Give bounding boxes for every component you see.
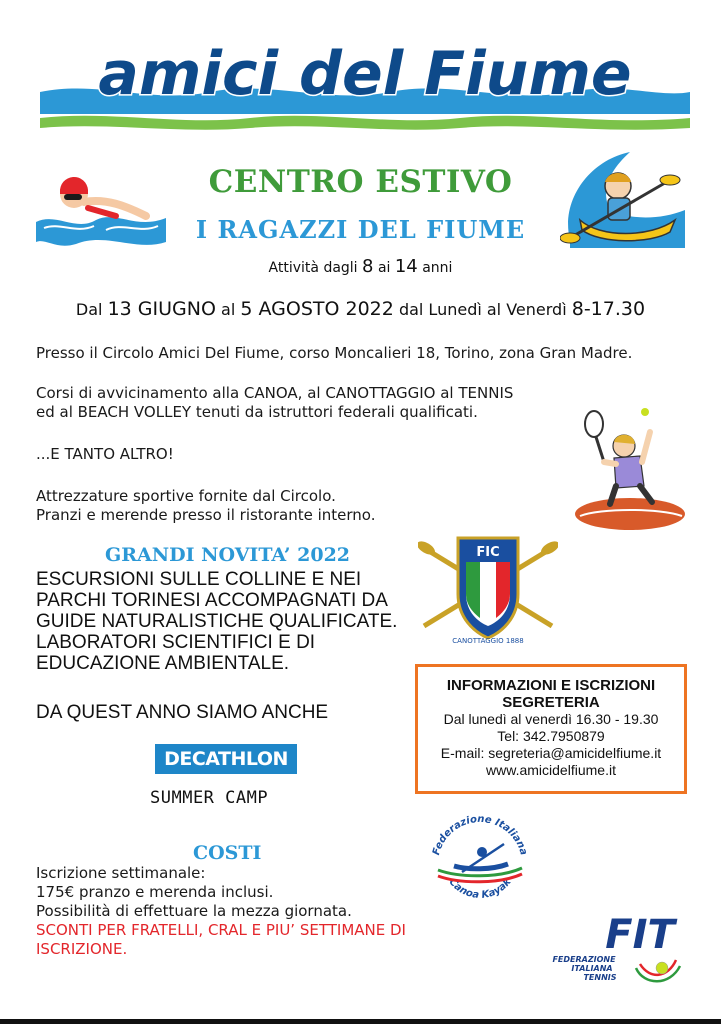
summer-camp-text: SUMMER CAMP (150, 788, 269, 808)
decathlon-logo: DECATHLON (155, 744, 297, 774)
svg-text:FIC: FIC (476, 545, 500, 560)
svg-text:TENNIS: TENNIS (583, 973, 617, 982)
amici-del-fiume-logo (40, 36, 690, 134)
costi-body: Iscrizione settimanale: 175€ pranzo e merenda inclusi. Possibilità di effettuare la mezza giornata. SCONTI PER FRATELLI, CRAL E PIU’ SETTIMANE DI ISCRIZIONE. (36, 864, 406, 958)
bottom-border (0, 1019, 721, 1024)
fic-logo (418, 534, 558, 646)
svg-text:Federazione Italiana: Federazione Italiana (431, 813, 529, 857)
equipment-text: Attrezzature sportive fornite dal Circolo. Pranzi e merende presso il ristorante interno. (36, 487, 376, 524)
canoa-kayak-logo (424, 812, 536, 912)
courses-text: Corsi di avvicinamento alla CANOA, al CANOTTAGGIO al TENNIS ed al BEACH VOLLEY tenuti da istruttori federali qualificati. (36, 384, 514, 421)
info-hours: Dal lunedì al venerdì 16.30 - 19.30 (443, 711, 659, 727)
svg-text:FIT: FIT (605, 912, 675, 958)
more-text: ...E TANTO ALTRO! (36, 445, 174, 463)
svg-text:ITALIANA: ITALIANA (571, 964, 613, 973)
novita-title: GRANDI NOVITA’ 2022 (105, 544, 351, 566)
novita-body: ESCURSIONI SULLE COLLINE E NEI PARCHI TORINESI ACCOMPAGNATI DA GUIDE NATURALISTICHE QUALIFICATE. LABORATORI SCIENTIFICI E DI EDUCAZIONE AMBIENTALE. (36, 569, 398, 674)
location-text: Presso il Circolo Amici Del Fiume, corso Moncalieri 18, Torino, zona Gran Madre. (36, 344, 633, 362)
info-email: E-mail: segreteria@amicidelfiume.it (440, 745, 662, 761)
svg-text:Canoa Kayak: Canoa Kayak (446, 876, 514, 901)
info-website: www.amicidelfiume.it (486, 762, 616, 778)
info-title: INFORMAZIONI E ISCRIZIONI (446, 677, 656, 694)
info-subtitle: SEGRETERIA (502, 694, 600, 711)
fit-logo (544, 908, 690, 994)
event-title: CENTRO ESTIVO (208, 164, 513, 200)
info-phone: Tel: 342.7950879 (497, 728, 605, 744)
age-range: Attività dagli 8 ai 14 anni (268, 256, 453, 277)
info-box (415, 664, 687, 794)
tennis-player-icon (570, 404, 685, 532)
date-range: Dal 13 GIUGNO al 5 AGOSTO 2022 dal Lunedì al Venerdì 8-17.30 (75, 298, 646, 320)
costi-title: COSTI (193, 842, 262, 864)
event-subtitle: I RAGAZZI DEL FIUME (195, 215, 526, 244)
svg-text:CANOTTAGGIO 1888: CANOTTAGGIO 1888 (452, 637, 524, 645)
logo-text: amici del Fiume (98, 39, 632, 109)
svg-text:FEDERAZIONE: FEDERAZIONE (552, 955, 616, 964)
anche-text: DA QUEST ANNO SIAMO ANCHE (36, 702, 329, 723)
